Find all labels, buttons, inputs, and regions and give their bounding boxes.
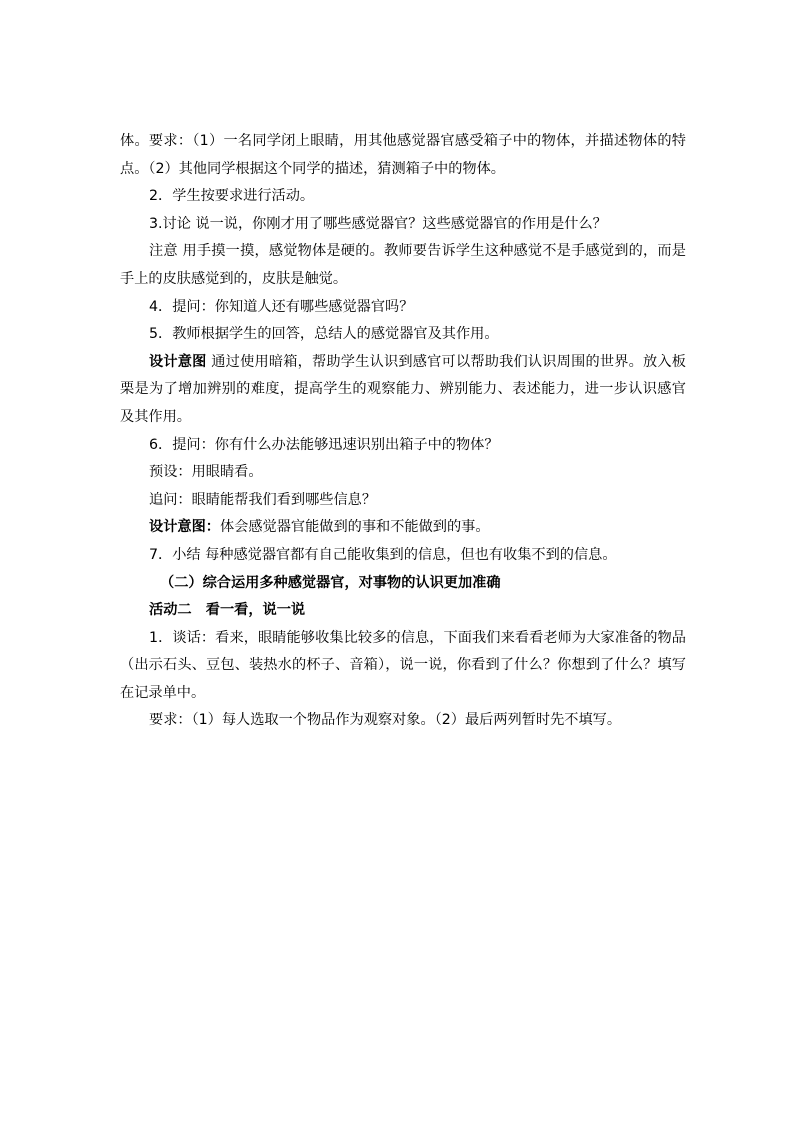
paragraph-note: 注意 用手摸一摸，感觉物体是硬的。教师要告诉学生这种感觉不是手感觉到的，而是手上的皮肤感觉到的，皮肤是触觉。: [120, 243, 686, 287]
paragraph-step-7-summary: 7．小结 每种感觉器官都有自己能收集到的信息，但也有收集不到的信息。: [149, 546, 617, 563]
paragraph-design-intent-1: [120, 349, 686, 432]
paragraph-step-5: 5．教师根据学生的回答，总结人的感觉器官及其作用。: [149, 326, 499, 343]
paragraph-preset: 预设：用眼睛看。: [149, 464, 263, 481]
activity-heading: 活动二 看一看，说一说: [149, 602, 306, 619]
paragraph-follow-up: 追问：眼睛能帮我们看到哪些信息？: [149, 491, 377, 508]
paragraph-design-intent-2: [120, 514, 686, 542]
paragraph-step-6: 6．提问：你有什么办法能够迅速识别出箱子中的物体？: [149, 436, 499, 453]
section-heading: （二）综合运用多种感觉器官，对事物的认识更加准确: [160, 574, 501, 591]
design-intent-label: 设计意图: [149, 353, 207, 370]
paragraph-step-3-discussion: 3.讨论 说一说，你刚才用了哪些感觉器官？这些感觉器官的作用是什么？: [149, 215, 607, 232]
paragraph-activity-step-1: 1．谈话：看来，眼睛能够收集比较多的信息，下面我们来看看老师为大家准备的物品（出示石头、豆包、装热水的杯子、音箱），说一说，你看到了什么？你想到了什么？填写在记录单中。: [120, 629, 686, 701]
design-intent-text: 通过使用暗箱，帮助学生认识到感官可以帮助我们认识周围的世界。放入板栗是为了增加辨别的难度，提高学生的观察能力、辨别能力、表述能力，进一步认识感官及其作用。: [120, 353, 686, 425]
paragraph-activity-requirement: 要求：（1）每人选取一个物品作为观察对象。（2）最后两列暂时先不填写。: [149, 712, 622, 729]
paragraph-step-2: 2．学生按要求进行活动。: [149, 188, 315, 205]
design-intent-label: 设计意图：: [149, 519, 220, 536]
design-intent-text: 体会感觉器官能做到的事和不能做到的事。: [219, 519, 490, 536]
paragraph-requirement-continued: 体。要求：（1）一名同学闭上眼睛，用其他感觉器官感受箱子中的物体，并描述物体的特点。（2）其他同学根据这个同学的描述，猜测箱子中的物体。: [120, 133, 686, 177]
paragraph-step-4: 4．提问：你知道人还有哪些感觉器官吗？: [149, 298, 414, 315]
document-body: [120, 128, 686, 735]
